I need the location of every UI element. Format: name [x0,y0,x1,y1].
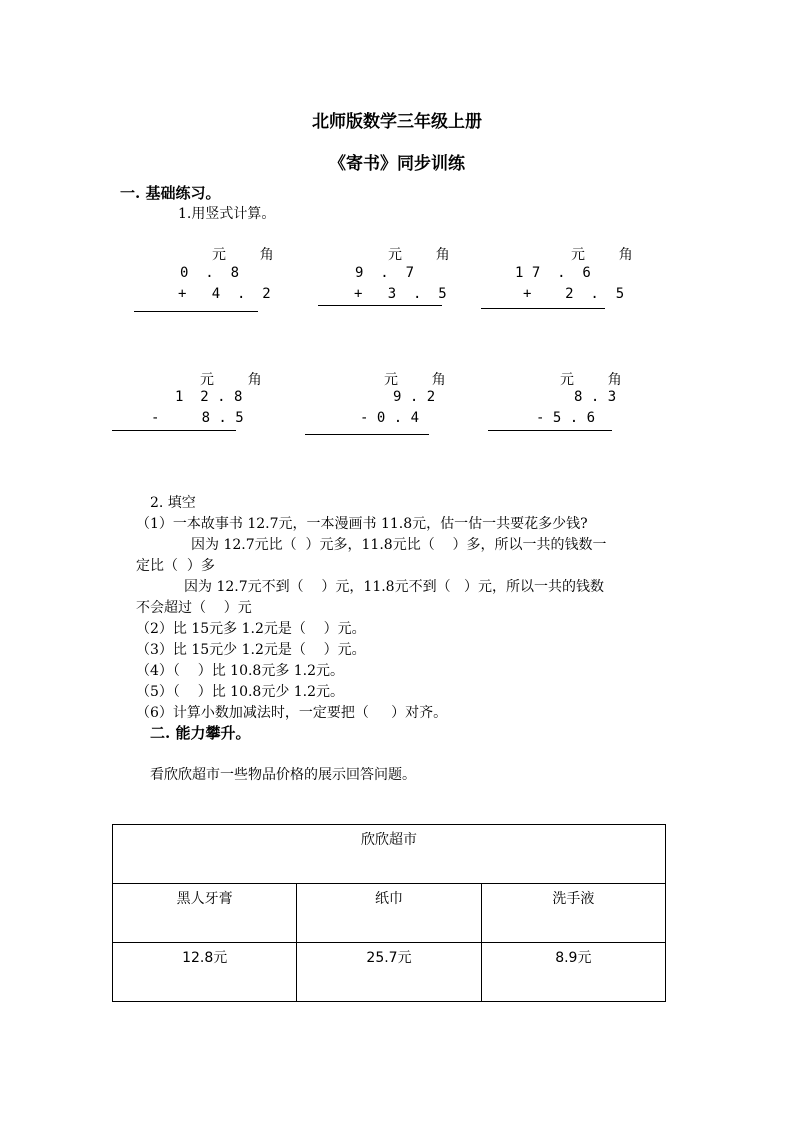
top-operand: 9 . 2 [393,389,436,405]
bottom-operand: + 2 . 5 [523,286,625,302]
unit-labels: 元 角 [571,247,633,263]
fill-blank-line: 因为 12.7元不到（ ）元，11.8元不到（ ）元，所以一共的钱数 [184,579,604,595]
item-cell: 洗手液 [481,884,665,943]
price-cell: 8.9元 [481,943,665,1002]
answer-line [305,434,429,435]
price-table [112,824,666,1002]
top-operand: 9 . 7 [355,265,415,281]
bottom-operand: + 4 . 2 [178,286,271,302]
vertical-calc-problem [318,244,448,316]
question2-label: 2. 填空 [150,495,196,511]
unit-labels: 元 角 [200,372,262,388]
vertical-calc-problem [305,369,446,441]
item-cell: 纸巾 [297,884,481,943]
fill-blank-line: （4）（ ）比 10.8元多 1.2元。 [136,663,345,679]
store-name-cell: 欣欣超市 [113,825,666,884]
answer-line [134,311,258,312]
top-operand: 1 2 . 8 [175,389,243,405]
vertical-calc-problem [112,369,262,441]
fill-blank-line: （1）一本故事书 12.7元，一本漫画书 11.8元，估一估一共要花多少钱? [136,516,588,532]
section1-heading: 一. 基础练习。 [120,184,221,202]
table-header-row [113,825,666,884]
fill-blank-line: （6）计算小数加减法时，一定要把（ ）对齐。 [136,705,448,721]
question1-label: 1.用竖式计算。 [178,206,276,222]
price-cell: 25.7元 [297,943,481,1002]
page-subtitle: 《寄书》同步训练 [329,154,465,174]
answer-line [318,305,442,306]
fill-blank-line: 不会超过（ ）元 [136,600,252,616]
vertical-calc-problem [488,369,622,441]
table-row [113,943,666,1002]
bottom-operand: + 3 . 5 [354,286,447,302]
fill-blank-line: （3）比 15元少 1.2元是（ ）元。 [136,642,366,658]
top-operand: 0 . 8 [180,265,240,281]
fill-blank-line: （2）比 15元多 1.2元是（ ）元。 [136,621,366,637]
fill-blank-line: （5）（ ）比 10.8元少 1.2元。 [136,684,345,700]
bottom-operand: - 0 . 4 [360,410,420,426]
top-operand: 8 . 3 [574,389,617,405]
item-cell: 黑人牙膏 [113,884,297,943]
answer-line [488,430,612,431]
bottom-operand: - 5 . 6 [536,410,596,426]
fill-blank-line: 因为 12.7元比（ ）元多，11.8元比（ ）多，所以一共的钱数一 [191,537,607,553]
top-operand: 1 7 . 6 [515,265,591,281]
answer-line [112,430,236,431]
table-row [113,884,666,943]
unit-labels: 元 角 [384,372,446,388]
fill-blank-line: 定比（ ）多 [136,558,215,574]
section2-heading: 二. 能力攀升。 [150,724,251,742]
vertical-calc-problem [481,244,631,316]
section2-intro: 看欣欣超市一些物品价格的展示回答问题。 [150,767,416,783]
answer-line [481,308,605,309]
price-cell: 12.8元 [113,943,297,1002]
unit-labels: 元 角 [560,372,622,388]
vertical-calc-problem [134,244,274,316]
unit-labels: 元 角 [212,247,274,263]
unit-labels: 元 角 [388,247,450,263]
page-title: 北师版数学三年级上册 [312,112,482,132]
bottom-operand: - 8 . 5 [151,410,244,426]
